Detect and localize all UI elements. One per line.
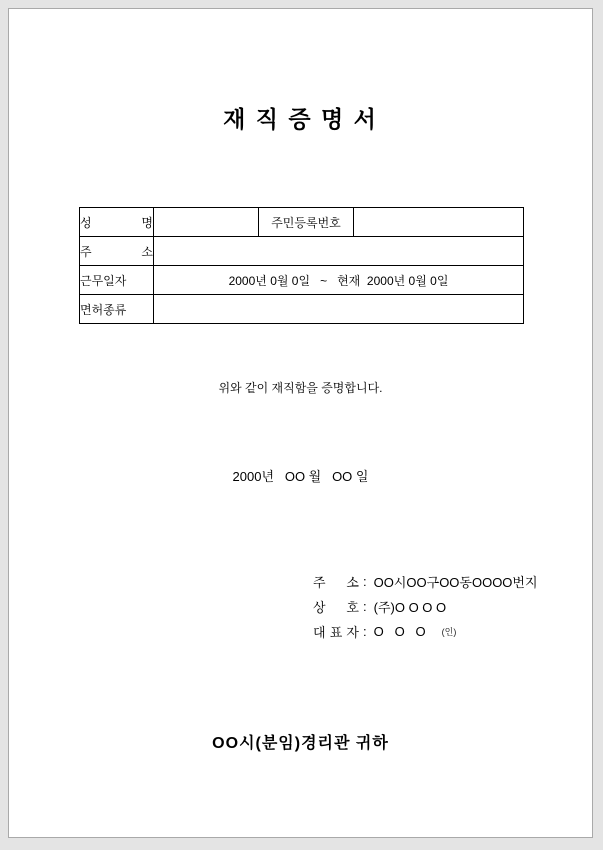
colon-separator: : (363, 624, 367, 639)
table-row-name (80, 208, 524, 237)
work-period-value-cell: 2000년 0월 0일 ~ 현재 2000년 0월 0일 (154, 266, 524, 295)
issuer-company-value: (주)O O O O (373, 600, 447, 615)
license-type-value-cell (154, 295, 524, 324)
issuer-company-line (313, 594, 538, 619)
colon-separator: : (363, 574, 367, 589)
resident-number-label-cell: 주민등록번호 (259, 208, 354, 237)
issuer-address-value: OO시OO구OO동OOOO번지 (373, 575, 538, 590)
employee-info-table (79, 207, 524, 324)
issuer-block (313, 569, 538, 644)
table-row-license-type (80, 295, 524, 324)
document-page (8, 8, 593, 838)
license-type-label-cell: 면허종류 (80, 295, 154, 324)
table-row-work-period (80, 266, 524, 295)
issuer-representative-value: O O O (373, 624, 426, 639)
colon-separator: : (363, 599, 367, 614)
work-period-label-cell: 근무일자 (80, 266, 154, 295)
address-value-cell (154, 237, 524, 266)
recipient-line: OO시(분임)경리관 귀하 (212, 735, 389, 752)
issuer-company-label: 상 호 (313, 600, 359, 615)
issue-date: 2000년 OO 월 OO 일 (232, 469, 369, 484)
certification-statement: 위와 같이 재직함을 증명합니다. (218, 381, 383, 395)
issuer-representative-label: 대 표 자 (313, 625, 359, 640)
name-value-cell (154, 208, 259, 237)
issuer-address-label: 주 소 (313, 575, 359, 590)
name-label-cell: 성 명 (80, 208, 154, 237)
seal-mark: (인) (441, 627, 457, 637)
resident-number-value-cell (354, 208, 524, 237)
table-row-address (80, 237, 524, 266)
issuer-representative-line (313, 619, 538, 644)
issuer-address-line (313, 569, 538, 594)
address-label-cell: 주 소 (80, 237, 154, 266)
document-title: 재 직 증 명 서 (223, 106, 378, 132)
